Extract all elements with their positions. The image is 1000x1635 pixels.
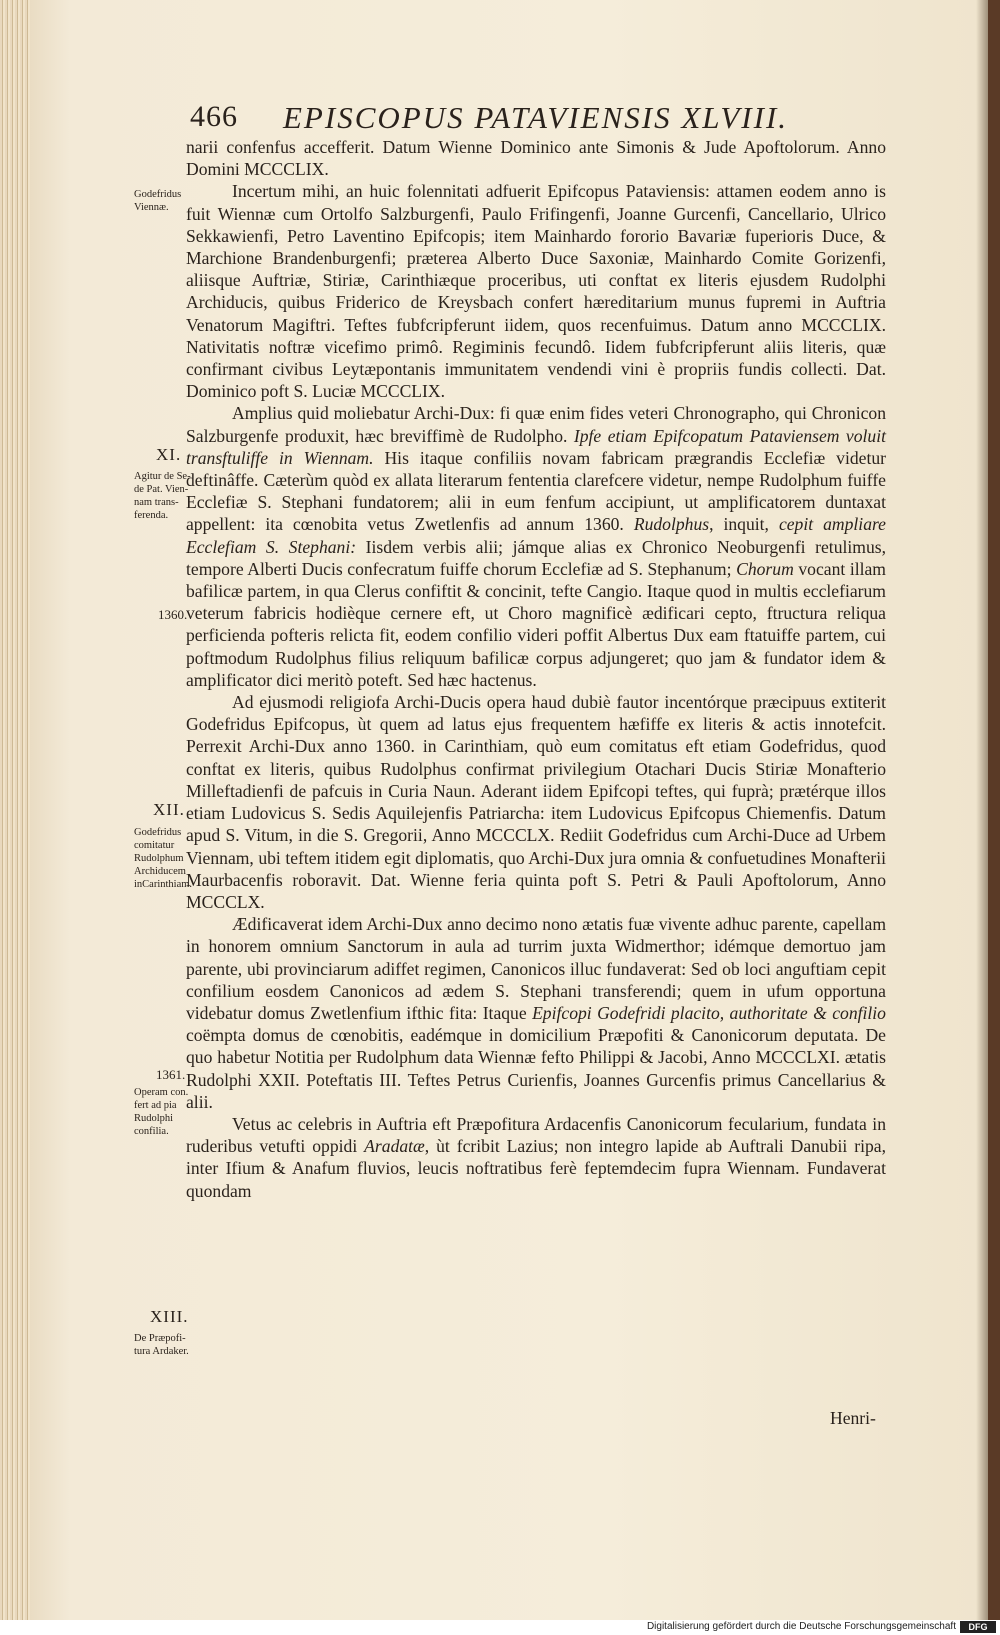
- paragraph: narii confenfus accefferit. Datum Wienne Dominico ante Simonis & Jude Apoftolorum. Anno Domini MCCCLIX.: [186, 137, 886, 180]
- book-page-edges: [0, 0, 30, 1620]
- margin-line: De Præpofi-: [134, 1333, 186, 1344]
- margin-line: inCarinthiam.: [134, 879, 193, 890]
- italic-quote: cepit ampliare Ecclefiam S. Stephani:: [186, 514, 886, 557]
- margin-line: Archiducem: [134, 866, 186, 877]
- section-number-xiii: XIII.: [150, 1307, 189, 1326]
- margin-line: Godefridus: [134, 827, 182, 838]
- margin-line: Operam con.: [134, 1087, 189, 1098]
- text-run: Ædificaverat idem Archi-Dux anno decimo nono ætatis fuæ vivente adhuc parente, capellam in honorem omnium Sanctorum in aula ad turrim juxta Widmerthor; idémque demortuo jam parente, ubi provinciarum adiffet regimen, Canonicos illuc fundaverat: Sed ob loci anguftiam cepit confilium eosdem Canonicos ad ædem S. Stephani transferendi; quem in ufum opportuna videbatur domus Zwetlenfium ifthic fita: Itaque: [186, 914, 886, 1023]
- footer-bar: [0, 1620, 1000, 1635]
- margin-line: Rudolphum: [134, 853, 184, 864]
- paragraph-section-xii: Ad ejusmodi religiofa Archi-Ducis opera haud dubiè fautor incentórque præcipuus extiterit Godefridus Epifcopus, ùt quem ad latus ejus frequentem hæfiffe ex literis & actis innotefcit. Perrexit Archi-Dux anno 1360. in Carinthiam, quò eum comitatus eft etiam Godefridus, quod conftat ex literis, quibus Rudolphus confirmat privilegium Otachari Ducis Stiriæ Monafterio Milleftadienfi de pafcuis in Curia Naun. Aderant iidem Epifcopi teftes, qui fuprà; prætérque illos etiam Ludovicus S. Sedis Aquilejenfis Patriarcha: item Ludovicus Epifcopus Chiemenfis. Datum apud S. Vitum, in die S. Gregorii, Anno MCCCLX. Rediit Godefridus cum Archi-Duce ad Urbem Viennam, ubi teftem itidem egit diplomatis, quo Archi-Dux jura omnia & confuetudines Monafterii Maurbacenfis roboravit. Dat. Wienne feria quinta poft S. Petri & Pauli Apoftolorum, Anno MCCCLX.: [186, 692, 886, 912]
- paragraph-section-xi: [186, 402, 886, 691]
- catchword: Henri-: [830, 1408, 876, 1428]
- margin-note-section-xii: [134, 826, 192, 891]
- margin-note-section-xi: [134, 470, 191, 522]
- italic-quote: Ipfe etiam Epifcopatum Pataviensem voluit transftuliffe in Wiennam.: [186, 425, 886, 468]
- margin-line: Godefridus: [134, 189, 182, 200]
- italic-name: Rudolphus: [633, 514, 710, 535]
- italic-place: Aradatæ: [364, 1136, 425, 1157]
- margin-year-1361: 1361.: [156, 1067, 186, 1082]
- spine-shadow: [976, 0, 988, 1620]
- margin-line: nam trans-: [134, 497, 179, 508]
- text-run: , inquit,: [709, 514, 769, 535]
- paragraph: Incertum mihi, an huic folennitati adfuerit Epifcopus Pataviensis: attamen eodem anno is fuit Wiennæ cum Ortolfo Salzburgenfi, Paulo Frifingenfi, Joanne Gurcenfi, Cancellario, Ulrico Sekkawienfi, Petro Laventino Epifcopis; item Mainhardo fororio Bavariæ fuperioris Duce, & Marchione Brandenburgenfi; præterea Alberto Duce Saxoniæ, Mainhardo Comite Gorizenfi, aliisque Auftriæ, Stiriæ, Carinthiæque proceribus, uti conftat ex literis ejusdem Rudolphi Archiducis, quibus Friderico de Kreysbach confert hæreditarium munus fupremi in Auftria Venatorum Magiftri. Teftes fubfcripferunt iidem, quos recenfuimus. Datum anno MCCCLIX. Nativitatis noftræ vicefimo primô. Regiminis fecundô. Iidem fubfcripferunt aliis literis, quæ confirmant civibus Leytæpontanis immunitatem vendendi vini è propriis fundis collecti. Dat. Dominico poft S. Luciæ MCCCLIX.: [186, 181, 886, 402]
- text-run: Amplius quid moliebatur Archi-Dux: fi quæ enim fides veteri Chronographo, qui Chronicon Salzburgenfe produxit, hæc breviffimè de Rudolpho.: [186, 403, 886, 446]
- text-run: His itaque confiliis novam fabricam prægrandis Ecclefiæ videtur deftinâffe. Cæterùm quòd ex allata literarum fententia clarefcere videtur, nempe Rudolphum fuiffe Ecclefiæ S. Stephani fundatorem; alii in eum fenfum accipiunt, ut amplificatorem duntaxat appellent: ita cœnobita vetus Zwetlenfis ad annum 1360.: [186, 447, 887, 535]
- margin-line: Agitur de Se-: [134, 471, 191, 482]
- margin-note-godefridus-viennae: [134, 188, 181, 214]
- margin-line: fert ad pia: [134, 1100, 177, 1111]
- section-number-xii: XII.: [153, 800, 185, 819]
- margin-line: comitatur: [134, 840, 175, 851]
- running-title: EPISCOPUS PATAVIENSIS XLVIII.: [283, 100, 789, 135]
- margin-line: de Pat. Vien-: [134, 484, 189, 495]
- margin-line: ferenda.: [134, 510, 169, 521]
- section-number-xi: XI.: [156, 445, 182, 464]
- margin-line: confilia.: [134, 1126, 169, 1137]
- margin-year-1360: 1360.: [158, 607, 188, 622]
- dfg-logo: DFG: [960, 1621, 996, 1633]
- page-number: 466: [190, 100, 238, 133]
- margin-note-section-xiii: [134, 1332, 189, 1358]
- text-run: , ùt fcribit Lazius; non integro lapide ab Auftrali Danubii ripa, inter Ifium & Anafum fluvios, leucis noftratibus ferè feptemdecim fupra Wiennam. Fundaverat quondam: [186, 1136, 886, 1201]
- text-run: vocant illam bafilicæ partem, in qua Clerus confiftit & concinit, tefte Cangio. Itaque quod in multis ecclefiarum veterum fabricis hodièque cernere eft, ut Choro magnificè ædificari cepto, ftructura reliqua perficienda pofteris relicta fit, eodem confilio videri poffit Albertus Dux eam ftatuiffe partem, cui poftmodum Rudolphus filius reliquum bafilicæ corpus adjungeret; quo jam & fundator idem & amplificator dici meritò poteft. Sed hæc hactenus.: [186, 558, 886, 690]
- margin-line: Rudolphi: [134, 1113, 174, 1124]
- main-text-block: [186, 136, 886, 1202]
- text-run: Vetus ac celebris in Auftria eft Præpofitura Ardacenfis Canonicorum fecularium, fundata in ruderibus vetufti oppidi: [186, 1113, 886, 1157]
- italic-quote: Epifcopi Godefridi placito, authoritate & confilio: [532, 1002, 886, 1023]
- paragraph-1361: [186, 913, 886, 1113]
- text-run: coëmpta domus de cœnobitis, eadémque in domicilium Præpofiti & Canonicorum deputata. De quo habetur Notitia per Rudolphum data Wiennæ fefto Philippi & Jacobi, Anno MCCCLXI. ætatis Rudolphi XXII. Poteftatis III. Teftes Petrus Curienfis, Joannes Gurcenfis primus Cancellarius & alii.: [186, 1025, 886, 1112]
- margin-line: tura Ardaker.: [134, 1346, 189, 1357]
- paragraph-section-xiii: [186, 1113, 886, 1202]
- italic-term: Chorum: [736, 558, 794, 579]
- margin-line: Viennæ.: [134, 202, 169, 213]
- funding-credit: Digitalisierung gefördert durch die Deutsche Forschungsgemeinschaft: [646, 1621, 956, 1632]
- margin-note-1361: [134, 1086, 188, 1138]
- text-run: Iisdem verbis alii; jámque alias ex Chronico Neoburgenfi retulimus, tempore Alberti Ducis confecratum fuiffe chorum Ecclefiæ ad S. Stephanum;: [186, 536, 886, 579]
